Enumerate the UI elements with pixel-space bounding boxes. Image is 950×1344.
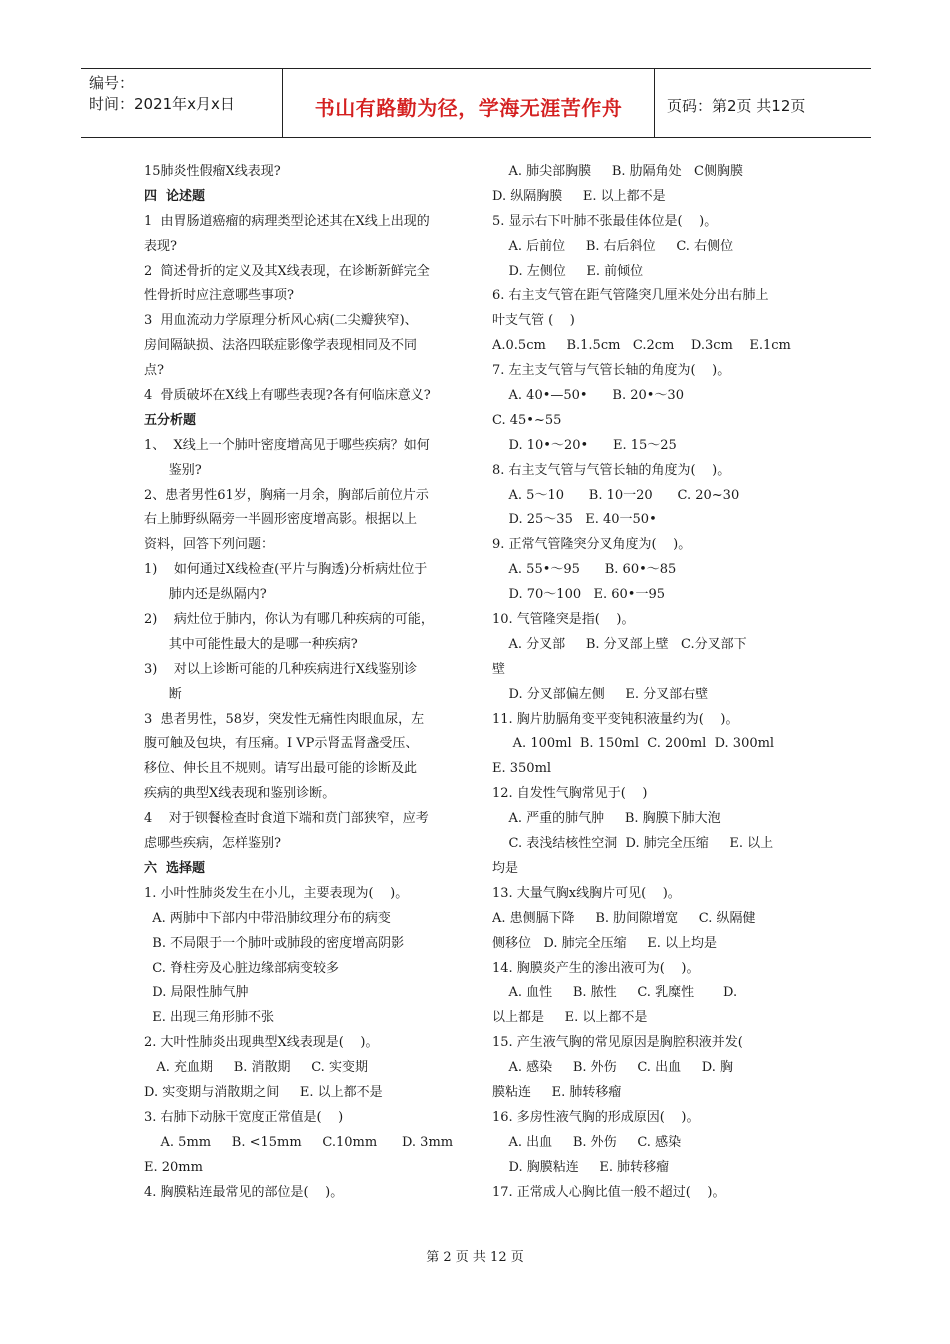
text-line: 2 简述骨折的定义及其X线表现，在诊断新鲜完全 [144, 263, 430, 279]
page-footer: 第 2 页 共 12 页 [426, 1250, 524, 1265]
text-line: A. 充血期 B. 消散期 C. 实变期 [144, 1060, 368, 1076]
text-line: D. 70～100 E. 60•一95 [492, 587, 666, 603]
text-line: D. 25～35 E. 40一50• [492, 512, 657, 528]
text-line: A. 感染 B. 外伤 C. 出血 D. 胸 [492, 1060, 733, 1076]
text-line: 12. 自发性气胸常见于( ) [492, 786, 648, 802]
text-line: 1 由胃肠道癌瘤的病理类型论述其在X线上出现的 [144, 213, 430, 229]
header-page-info: 页码：第2页 共12页 [667, 96, 806, 115]
text-line: 4. 胸膜粘连最常见的部位是( )。 [144, 1184, 344, 1200]
text-line: 3 患者男性，58岁，突发性无痛性肉眼血尿，左 [144, 711, 425, 727]
text-line: 8. 右主支气管与气管长轴的角度为( )。 [492, 462, 731, 478]
text-line: C. 脊柱旁及心脏边缘部病变较多 [144, 960, 340, 976]
text-line: A. 肺尖部胸膜 B. 肋隔角处 C侧胸膜 [492, 164, 744, 179]
text-line: 3. 右肺下动脉干宽度正常值是( ) [144, 1109, 344, 1125]
text-line: 虑哪些疾病，怎样鉴别? [144, 836, 281, 852]
text-line: A. 两肺中下部内中带沿肺纹理分布的病变 [144, 910, 391, 926]
text-line: 侧移位 D. 肺完全压缩 E. 以上均是 [492, 935, 718, 951]
text-line: 4 对于钡餐检查时食道下端和贲门部狭窄，应考 [144, 811, 429, 827]
text-line: C. 表浅结核性空洞 D. 肺完全压缩 E. 以上 [492, 836, 774, 852]
text-line: 房间隔缺损、法洛四联症影像学表现相同及不同 [144, 338, 418, 354]
text-line: A. 严重的肺气肿 B. 胸膜下肺大泡 [492, 811, 721, 827]
left-column [144, 160, 466, 1205]
text-line: 5. 显示右下叶肺不张最佳体位是( )。 [492, 213, 718, 229]
text-line: 表现? [144, 238, 177, 254]
text-line: 13. 大量气胸x线胸片可见( )。 [492, 885, 681, 901]
text-line: A. 血性 B. 脓性 C. 乳糜性 D. [492, 985, 738, 1001]
text-line: 叶支气管 ( ) [492, 313, 575, 329]
text-line: 17. 正常成人心胸比值一般不超过( )。 [492, 1184, 726, 1200]
text-line: 14. 胸膜炎产生的渗出液可为( )。 [492, 960, 700, 976]
text-line: 鉴别? [144, 462, 202, 478]
text-line: 2、患者男性61岁，胸痛一月余，胸部后前位片示 [144, 487, 429, 503]
text-line: 腹可触及包块，有压痛。I VP示肾盂肾盏受压、 [144, 736, 419, 752]
text-line: 疾病的典型X线表现和鉴别诊断。 [144, 786, 336, 802]
text-line: 7. 左主支气管与气管长轴的角度为( )。 [492, 363, 731, 379]
text-line: 壁 [492, 661, 506, 677]
page-header [81, 68, 871, 138]
section-heading: 四 论述题 [144, 188, 206, 204]
text-line: A. 5mm B. <15mm C.10mm D. 3mm [144, 1134, 454, 1150]
text-line: D. 纵隔胸膜 E. 以上都不是 [492, 188, 666, 204]
text-line: A.0.5cm B.1.5cm C.2cm D.3cm E.1cm [492, 338, 791, 354]
text-line: D. 胸膜粘连 E. 肺转移瘤 [492, 1159, 670, 1175]
text-line: 10. 气管隆突是指( )。 [492, 612, 635, 628]
text-line: D. 左侧位 E. 前倾位 [492, 263, 644, 279]
text-line: 9. 正常气管隆突分叉角度为( )。 [492, 537, 692, 553]
text-line: 性骨折时应注意哪些事项? [144, 288, 294, 304]
text-line: A. 55•～95 B. 60•～85 [492, 562, 677, 578]
text-line: 15. 产生液气胸的常见原因是胸腔积液并发( [492, 1035, 743, 1051]
text-line: E. 350ml [492, 761, 552, 777]
text-line: 点? [144, 363, 164, 379]
text-line: 2. 大叶性肺炎出现典型X线表现是( )。 [144, 1035, 379, 1051]
text-line: D. 10•～20• E. 15～25 [492, 437, 677, 453]
text-line: 以上都是 E. 以上都不是 [492, 1010, 648, 1026]
text-line: 1) 如何通过X线检查(平片与胸透)分析病灶位于 [144, 562, 428, 578]
text-line: 1. 小叶性肺炎发生在小儿，主要表现为( )。 [144, 885, 409, 901]
text-line: D. 实变期与消散期之间 E. 以上都不是 [144, 1084, 383, 1100]
text-line: 6. 右主支气管在距气管隆突几厘米处分出右肺上 [492, 288, 769, 304]
text-line: A. 100ml B. 150ml C. 200ml D. 300ml [492, 736, 775, 752]
text-line: A. 出血 B. 外伤 C. 感染 [492, 1134, 682, 1150]
text-line: E. 20mm [144, 1159, 203, 1175]
text-line: 资料，回答下列问题： [144, 537, 275, 553]
text-line: 断 [144, 686, 182, 702]
text-line: 右上肺野纵隔旁一半圆形密度增高影。根据以上 [144, 512, 418, 528]
text-line: C. 45•~55 [492, 412, 562, 428]
text-line: 其中可能性最大的是哪一种疾病? [144, 636, 358, 652]
text-line: 移位、伸长且不规则。请写出最可能的诊断及此 [144, 761, 418, 777]
text-line: 1、 X线上一个肺叶密度增高见于哪些疾病？如何 [144, 437, 430, 453]
text-line: 肺内还是纵隔内? [144, 587, 267, 603]
text-line: D. 分叉部偏左侧 E. 分叉部右壁 [492, 686, 709, 702]
text-line: D. 局限性肺气肿 [144, 985, 249, 1001]
header-meta [81, 69, 283, 137]
text-line: 3) 对以上诊断可能的几种疾病进行X线鉴别诊 [144, 661, 418, 677]
serial-number-label: 编号： [89, 74, 135, 92]
text-line: 膜粘连 E. 肺转移瘤 [492, 1084, 622, 1100]
text-line: B. 不局限于一个肺叶或肺段的密度增高阴影 [144, 935, 405, 951]
text-line: A. 5～10 B. 10一20 C. 20~30 [492, 487, 740, 503]
text-line: 16. 多房性液气胸的形成原因( )。 [492, 1109, 700, 1125]
date-label: 时间：2021年x月x日 [89, 95, 235, 113]
text-line: A. 患侧膈下降 B. 肋间隙增宽 C. 纵隔健 [492, 910, 756, 926]
text-line: A. 分叉部 B. 分叉部上壁 C.分叉部下 [492, 636, 747, 652]
text-line: 4 骨质破坏在X线上有哪些表现?各有何临床意义? [144, 388, 431, 404]
section-heading: 六 选择题 [144, 860, 206, 876]
header-motto: 书山有路勤为径，学海无涯苦作舟 [283, 69, 655, 137]
right-column [492, 160, 806, 1205]
text-line: A. 后前位 B. 右后斜位 C. 右侧位 [492, 238, 734, 254]
text-line: 15肺炎性假瘤X线表现? [144, 164, 281, 179]
text-line: 2) 病灶位于肺内，你认为有哪几种疾病的可能， [144, 612, 434, 628]
text-line: 11. 胸片肋膈角变平变钝积液量约为( )。 [492, 711, 739, 727]
text-line: A. 40•—50• B. 20•～30 [492, 388, 684, 404]
section-heading: 五分析题 [144, 412, 197, 428]
text-line: 均是 [492, 860, 519, 876]
text-line: E. 出现三角形肺不张 [144, 1010, 275, 1026]
text-line: 3 用血流动力学原理分析风心病(二尖瓣狭窄)、 [144, 313, 418, 329]
